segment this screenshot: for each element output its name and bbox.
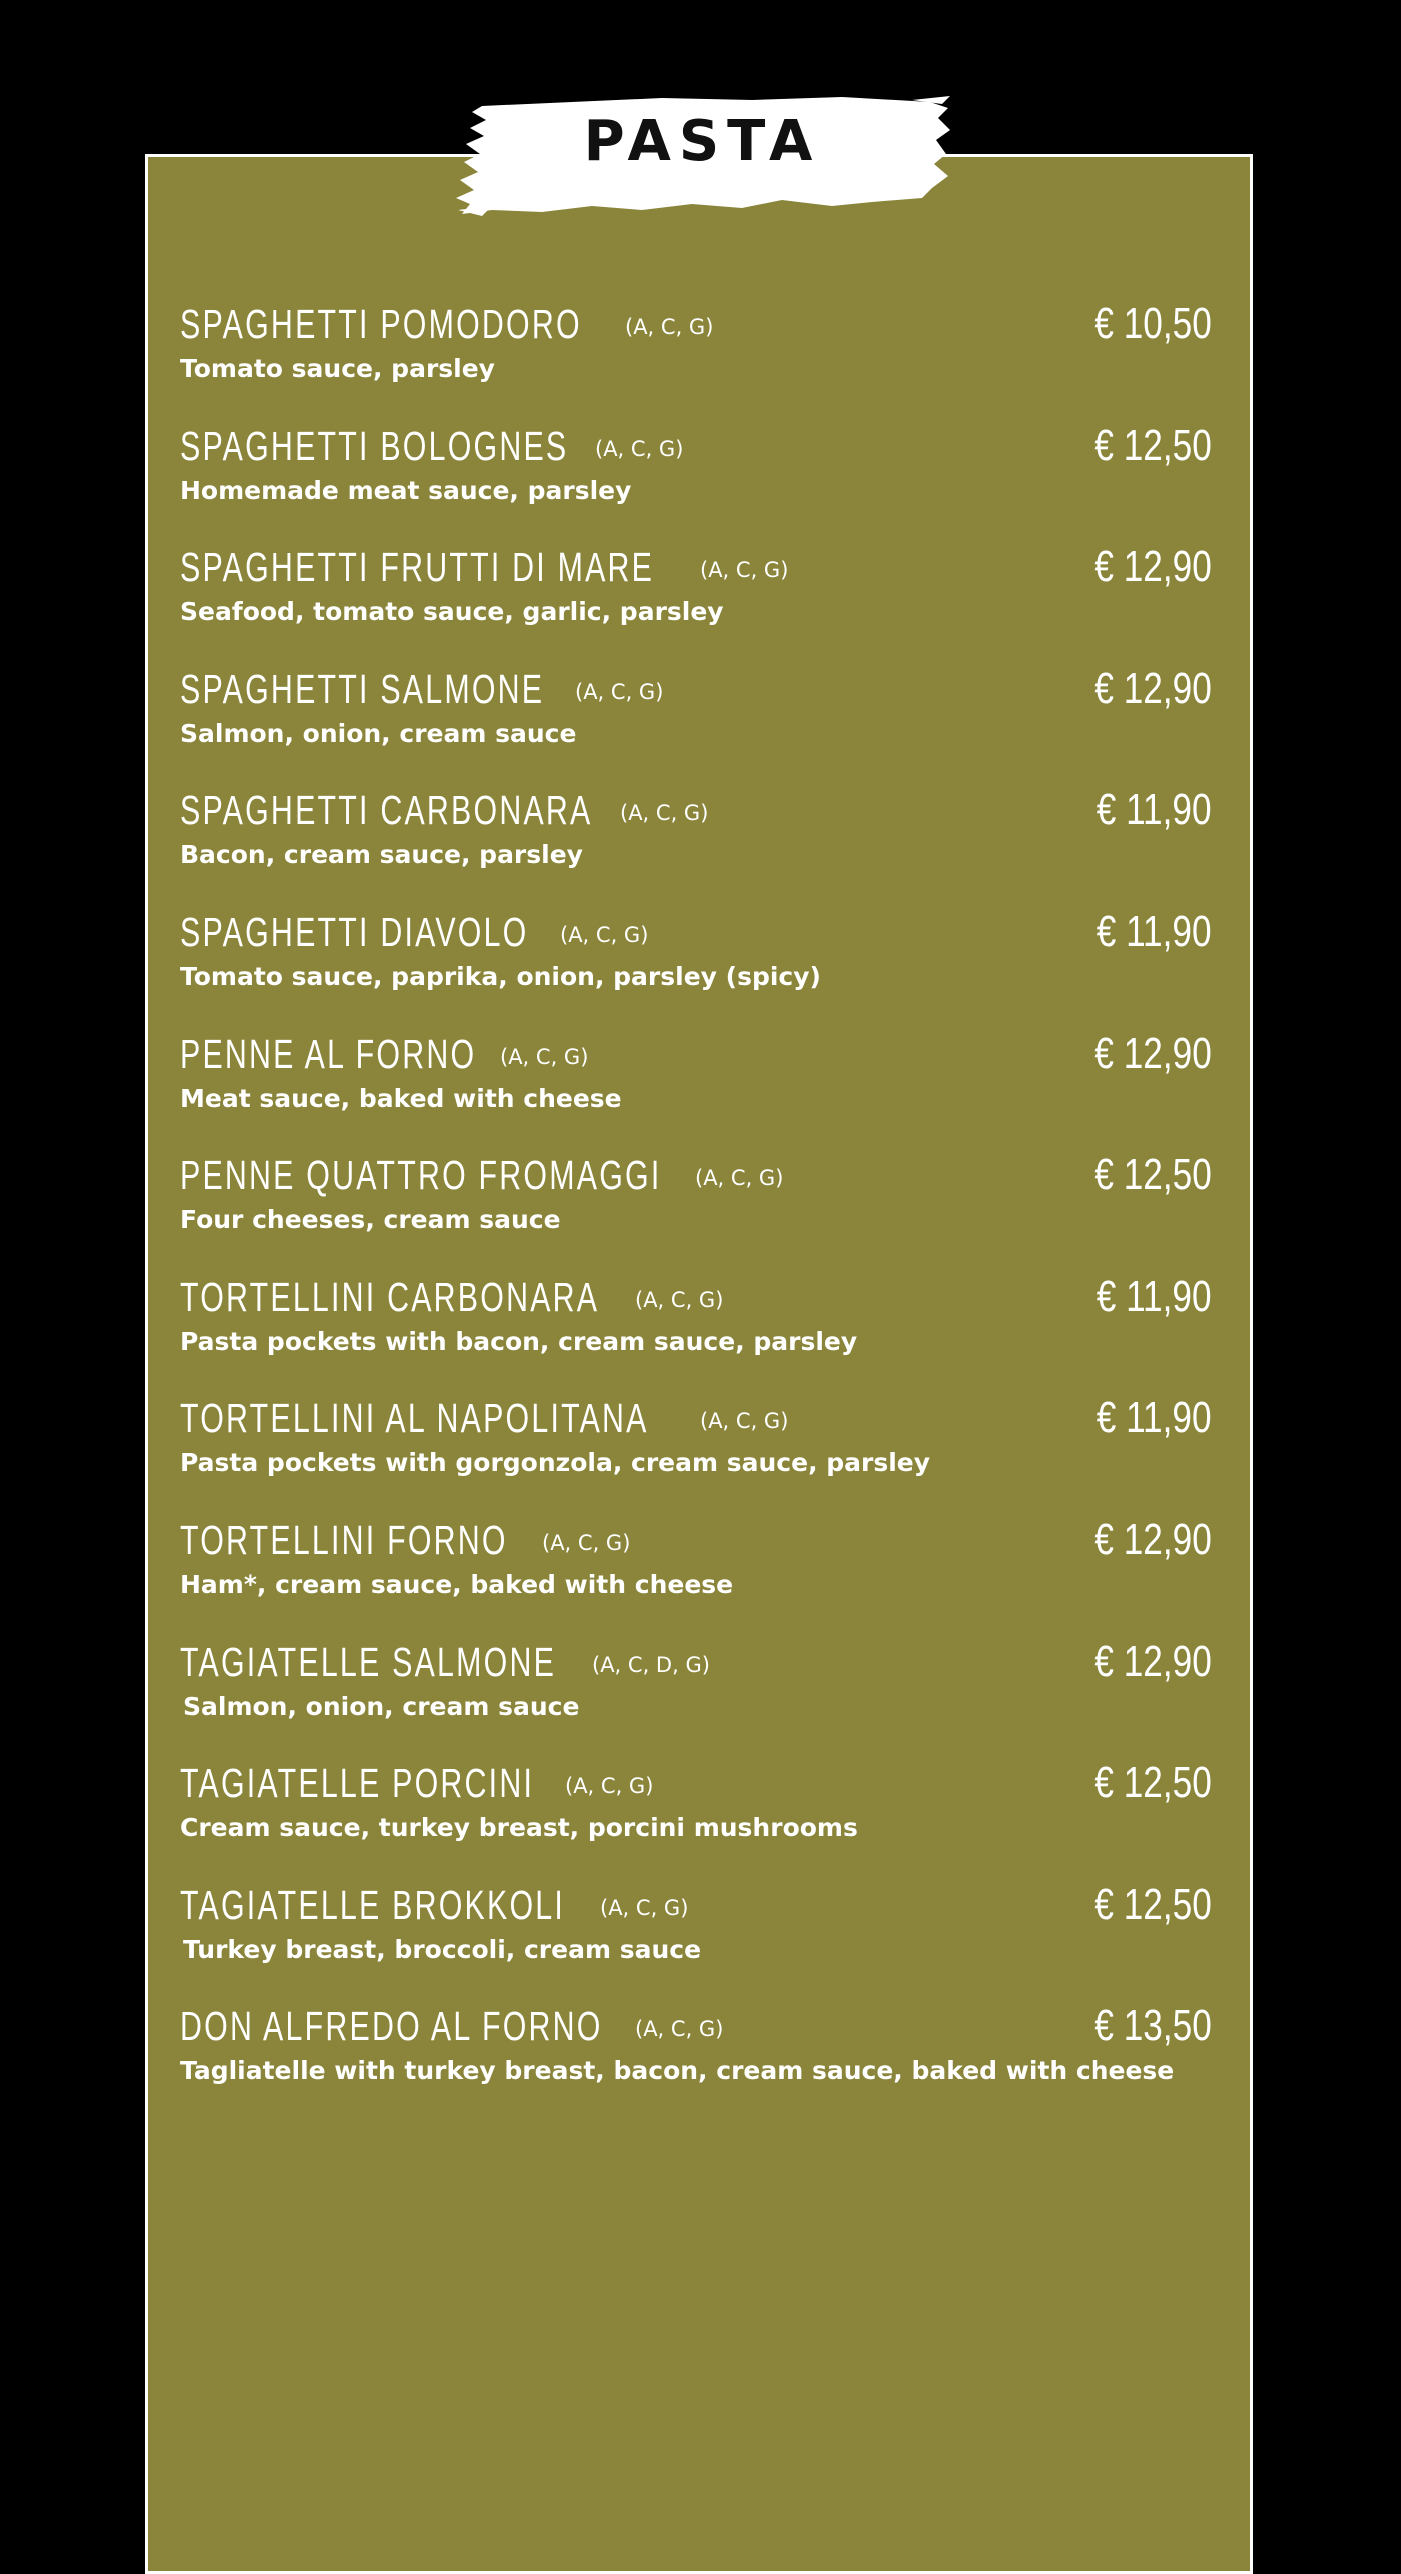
dish-name: TAGIATELLE BROKKOLI [180,1882,566,1928]
dish-description: Pasta pockets with bacon, cream sauce, parsley [180,1327,858,1356]
allergen-codes: (A, C, G) [635,1288,724,1312]
menu-item-header [180,661,1212,717]
dish-name: TAGIATELLE SALMONE [180,1639,557,1685]
dish-price: € 12,90 [1094,542,1212,591]
dish-name: TORTELLINI FORNO [180,1517,508,1563]
dish-description: Turkey breast, broccoli, cream sauce [183,1935,702,1964]
dish-price: € 12,90 [1094,664,1212,713]
dish-description: Salmon, onion, cream sauce [183,1692,580,1721]
menu-item-header [180,296,1212,352]
menu-title: PASTA [583,109,821,174]
menu-item-header [180,1269,1212,1325]
menu-item-header [180,1634,1212,1690]
title-banner [452,94,952,216]
allergen-codes: (A, C, G) [560,923,649,947]
menu-item [180,418,1212,508]
dish-description: Tagliatelle with turkey breast, bacon, cream sauce, baked with cheese [180,2056,1175,2085]
menu-item-header [180,1877,1212,1933]
dish-price: € 11,90 [1097,785,1212,834]
allergen-codes: (A, C, G) [695,1166,784,1190]
dish-price: € 10,50 [1094,299,1212,348]
allergen-codes: (A, C, G) [600,1896,689,1920]
dish-description: Pasta pockets with gorgonzola, cream sauce, parsley [180,1448,931,1477]
dish-price: € 11,90 [1097,1272,1212,1321]
menu-item [180,661,1212,751]
allergen-codes: (A, C, G) [700,558,789,582]
allergen-codes: (A, C, G) [500,1045,589,1069]
allergen-codes: (A, C, G) [700,1409,789,1433]
dish-name: TAGIATELLE PORCINI [180,1760,535,1806]
dish-description: Homemade meat sauce, parsley [180,476,632,505]
dish-price: € 12,90 [1094,1637,1212,1686]
dish-name: SPAGHETTI SALMONE [180,666,545,712]
menu-item [180,539,1212,629]
dish-price: € 12,90 [1094,1515,1212,1564]
menu-item [180,1026,1212,1116]
dish-name: SPAGHETTI CARBONARA [180,787,593,833]
allergen-codes: (A, C, G) [625,315,714,339]
menu-item [180,782,1212,872]
menu-item [180,1390,1212,1480]
allergen-codes: (A, C, G) [620,801,709,825]
dish-price: € 11,90 [1097,907,1212,956]
dish-name: SPAGHETTI POMODORO [180,301,582,347]
dish-name: SPAGHETTI BOLOGNES [180,423,569,469]
menu-item-header [180,904,1212,960]
allergen-codes: (A, C, G) [635,2017,724,2041]
menu-item-header [180,782,1212,838]
menu-item [180,1755,1212,1845]
dish-name: PENNE AL FORNO [180,1031,477,1077]
dish-price: € 12,50 [1094,1880,1212,1929]
menu-item-header [180,1512,1212,1568]
menu-item [180,1634,1212,1724]
menu-item [180,1877,1212,1967]
menu-item-header [180,1390,1212,1446]
menu-item [180,1512,1212,1602]
dish-description: Ham*, cream sauce, baked with cheese [180,1570,734,1599]
dish-name: SPAGHETTI FRUTTI DI MARE [180,544,655,590]
dish-price: € 12,50 [1094,1150,1212,1199]
menu-item [180,296,1212,386]
allergen-codes: (A, C, G) [565,1774,654,1798]
menu-item-header [180,1755,1212,1811]
dish-price: € 12,50 [1094,1758,1212,1807]
dish-name: TORTELLINI AL NAPOLITANA [180,1395,649,1441]
dish-description: Cream sauce, turkey breast, porcini mushrooms [180,1813,858,1842]
dish-price: € 11,90 [1097,1393,1212,1442]
allergen-codes: (A, C, G) [542,1531,631,1555]
menu-item-header [180,418,1212,474]
menu-item [180,1998,1212,2088]
dish-description: Bacon, cream sauce, parsley [180,840,583,869]
dish-description: Salmon, onion, cream sauce [180,719,577,748]
dish-description: Four cheeses, cream sauce [180,1205,561,1234]
menu-item-header [180,1026,1212,1082]
dish-name: DON ALFREDO AL FORNO [180,2003,603,2049]
dish-description: Meat sauce, baked with cheese [180,1084,622,1113]
dish-description: Tomato sauce, parsley [180,354,495,383]
allergen-codes: (A, C, D, G) [592,1653,710,1677]
allergen-codes: (A, C, G) [575,680,664,704]
menu-item [180,1269,1212,1359]
dish-name: SPAGHETTI DIAVOLO [180,909,529,955]
dish-price: € 12,90 [1094,1029,1212,1078]
menu-panel [145,154,1253,2574]
dish-description: Tomato sauce, paprika, onion, parsley (spicy) [180,962,821,991]
menu-item [180,1147,1212,1237]
dish-price: € 12,50 [1094,421,1212,470]
menu-item-header [180,1998,1212,2054]
menu-item [180,904,1212,994]
allergen-codes: (A, C, G) [595,437,684,461]
dish-name: TORTELLINI CARBONARA [180,1274,600,1320]
dish-name: PENNE QUATTRO FROMAGGI [180,1152,662,1198]
menu-item-header [180,1147,1212,1203]
dish-description: Seafood, tomato sauce, garlic, parsley [180,597,724,626]
dish-price: € 13,50 [1094,2001,1212,2050]
menu-item-header [180,539,1212,595]
